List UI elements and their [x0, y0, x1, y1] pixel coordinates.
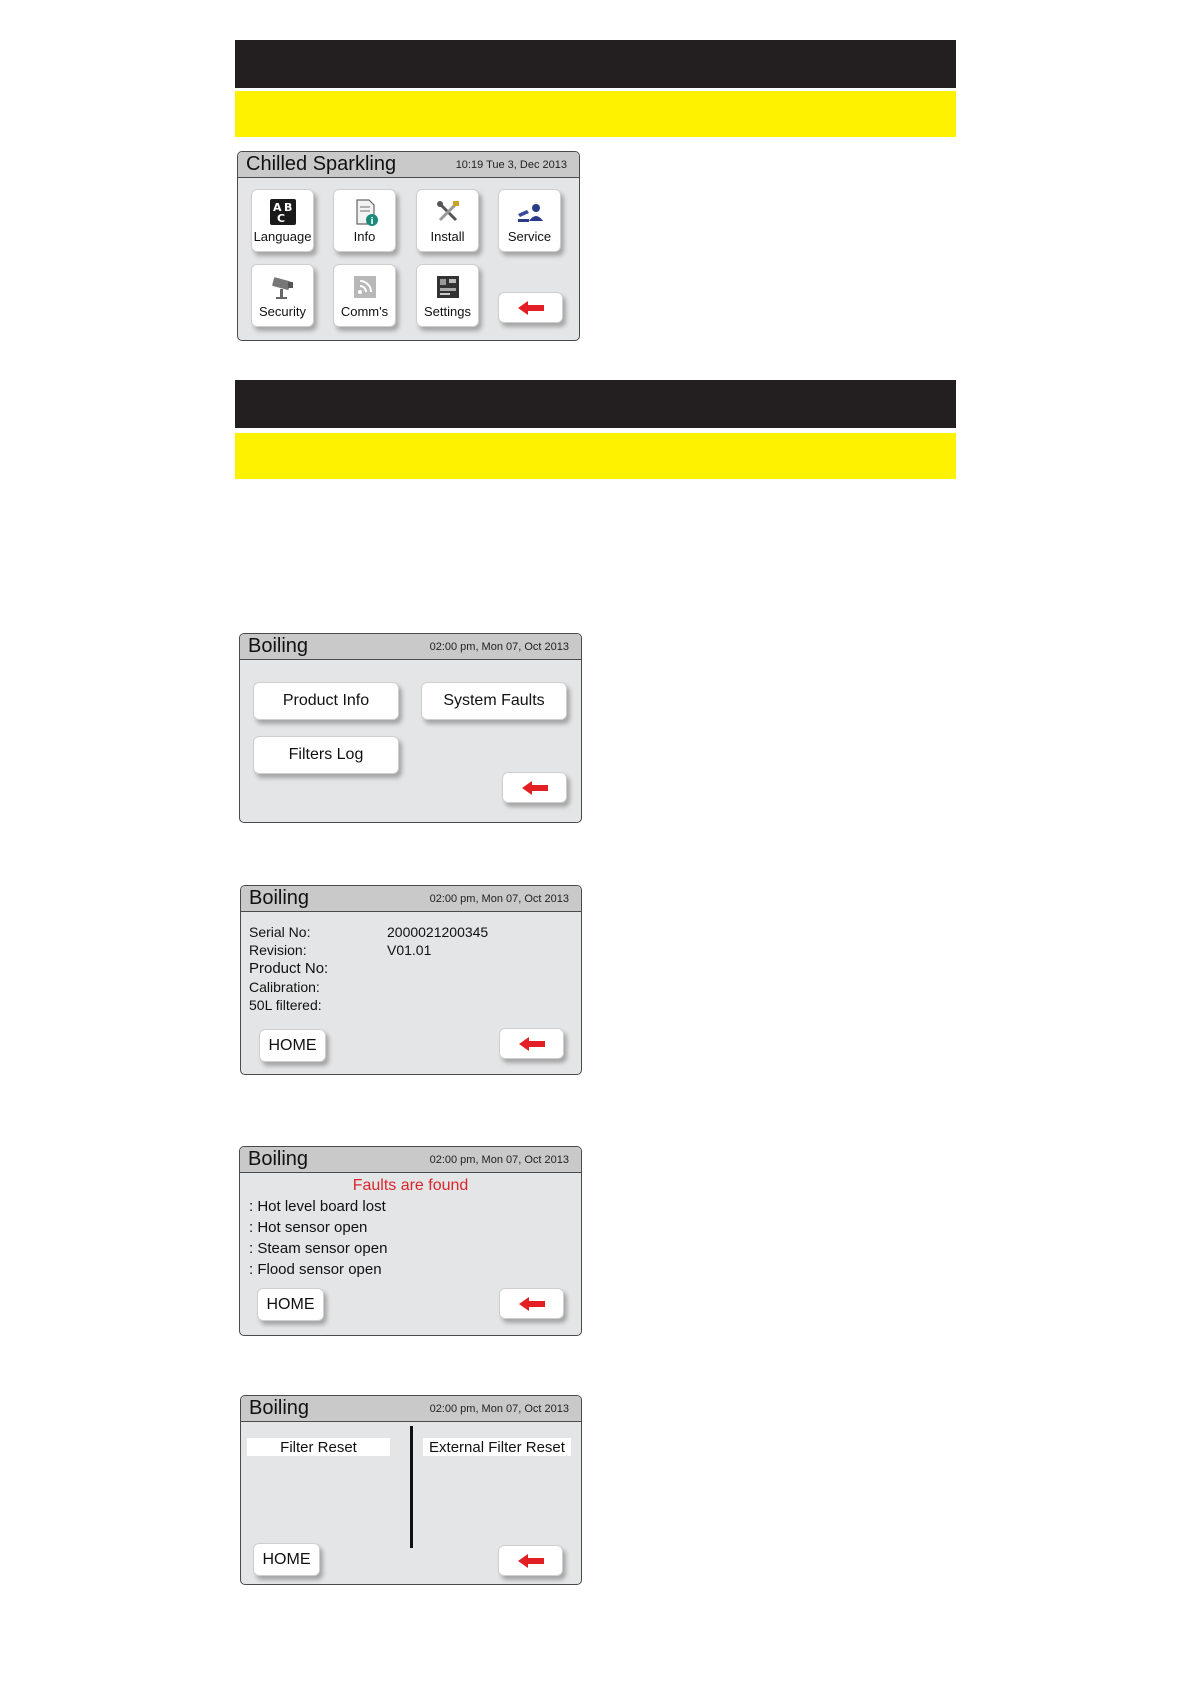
- serial-no-label: Serial No:: [249, 924, 311, 940]
- tile-label: Settings: [424, 304, 471, 319]
- filters-log-button[interactable]: Filters Log: [253, 736, 399, 774]
- back-button[interactable]: [498, 1545, 563, 1576]
- tile-label: Service: [507, 229, 552, 244]
- system-faults-button[interactable]: System Faults: [421, 682, 567, 720]
- info-menu-screen: [239, 633, 582, 823]
- info-document-icon: [350, 197, 380, 227]
- home-button[interactable]: HOME: [257, 1288, 324, 1321]
- back-button[interactable]: [499, 1028, 564, 1059]
- back-arrow-icon: [517, 1296, 547, 1312]
- info-menu-screen-header: [240, 634, 581, 660]
- tile-label: Comm's: [340, 304, 389, 319]
- security-button[interactable]: [251, 264, 314, 327]
- screen-title: Boiling: [248, 635, 309, 657]
- product-info-screen: [240, 885, 582, 1075]
- settings-board-icon: [433, 272, 463, 302]
- back-arrow-icon: [516, 1553, 546, 1569]
- column-divider: [410, 1426, 413, 1548]
- fault-item: : Hot level board lost: [249, 1198, 386, 1215]
- home-button[interactable]: HOME: [253, 1543, 320, 1576]
- tile-label: Security: [259, 304, 306, 319]
- svg-text:i: i: [370, 217, 374, 227]
- comms-button[interactable]: [333, 264, 396, 327]
- install-tools-icon: [433, 197, 463, 227]
- screen-timestamp: 02:00 pm, Mon 07, Oct 2013: [429, 1402, 569, 1415]
- install-button[interactable]: [416, 189, 479, 252]
- tile-label: Info: [353, 229, 376, 244]
- svg-text:A: A: [272, 201, 282, 214]
- screen-timestamp: 02:00 pm, Mon 07, Oct 2013: [429, 1153, 569, 1166]
- calibration-label: Calibration:: [249, 979, 320, 995]
- back-arrow-icon: [520, 780, 550, 796]
- product-info-button[interactable]: Product Info: [253, 682, 399, 720]
- section-1-header-bar: [235, 40, 956, 88]
- screen-timestamp: 02:00 pm, Mon 07, Oct 2013: [429, 892, 569, 905]
- info-button[interactable]: [333, 189, 396, 252]
- serial-no-value: 2000021200345: [387, 924, 489, 940]
- external-filter-reset-button[interactable]: External Filter Reset: [423, 1438, 571, 1456]
- system-faults-screen: [239, 1146, 582, 1336]
- service-button[interactable]: [498, 189, 561, 252]
- tile-label: Install: [430, 229, 465, 244]
- section-1-subheader-bar: [235, 91, 956, 137]
- settings-button[interactable]: [416, 264, 479, 327]
- screen-timestamp: 02:00 pm, Mon 07, Oct 2013: [429, 640, 569, 653]
- revision-label: Revision:: [249, 942, 307, 958]
- faults-heading: Faults are found: [352, 1177, 469, 1194]
- home-button[interactable]: HOME: [259, 1029, 326, 1062]
- screen-timestamp: 10:19 Tue 3, Dec 2013: [455, 158, 567, 171]
- tile-label: Language: [253, 229, 312, 244]
- fault-item: : Hot sensor open: [249, 1219, 368, 1236]
- menu-screen: [237, 151, 580, 341]
- security-camera-icon: [268, 272, 298, 302]
- filtered-label: 50L filtered:: [249, 997, 322, 1013]
- comms-signal-icon: [350, 272, 380, 302]
- fault-item: : Steam sensor open: [249, 1240, 388, 1257]
- language-abc-icon: [268, 197, 298, 227]
- section-2-subheader-bar: [235, 433, 956, 479]
- back-button[interactable]: [499, 1288, 564, 1319]
- product-no-label: Product No:: [249, 960, 329, 977]
- system-faults-screen-header: [240, 1147, 581, 1173]
- menu-screen-header: [238, 152, 579, 178]
- screen-title: Boiling: [249, 887, 310, 909]
- screen-title: Chilled Sparkling: [246, 153, 397, 175]
- section-2-header-bar: [235, 380, 956, 428]
- revision-value: V01.01: [387, 942, 432, 958]
- back-arrow-icon: [516, 300, 546, 316]
- svg-text:B: B: [283, 201, 292, 214]
- fault-item: : Flood sensor open: [249, 1261, 382, 1278]
- back-button[interactable]: [498, 292, 563, 323]
- product-info-screen-header: [241, 886, 581, 912]
- back-arrow-icon: [517, 1036, 547, 1052]
- filter-reset-button[interactable]: Filter Reset: [247, 1438, 390, 1456]
- svg-text:C: C: [276, 212, 285, 225]
- screen-title: Boiling: [249, 1397, 310, 1419]
- language-button[interactable]: [251, 189, 314, 252]
- back-button[interactable]: [502, 772, 567, 803]
- screen-title: Boiling: [248, 1148, 309, 1170]
- filters-log-screen-header: [241, 1396, 581, 1422]
- filters-log-screen: [240, 1395, 582, 1585]
- service-person-icon: [515, 197, 545, 227]
